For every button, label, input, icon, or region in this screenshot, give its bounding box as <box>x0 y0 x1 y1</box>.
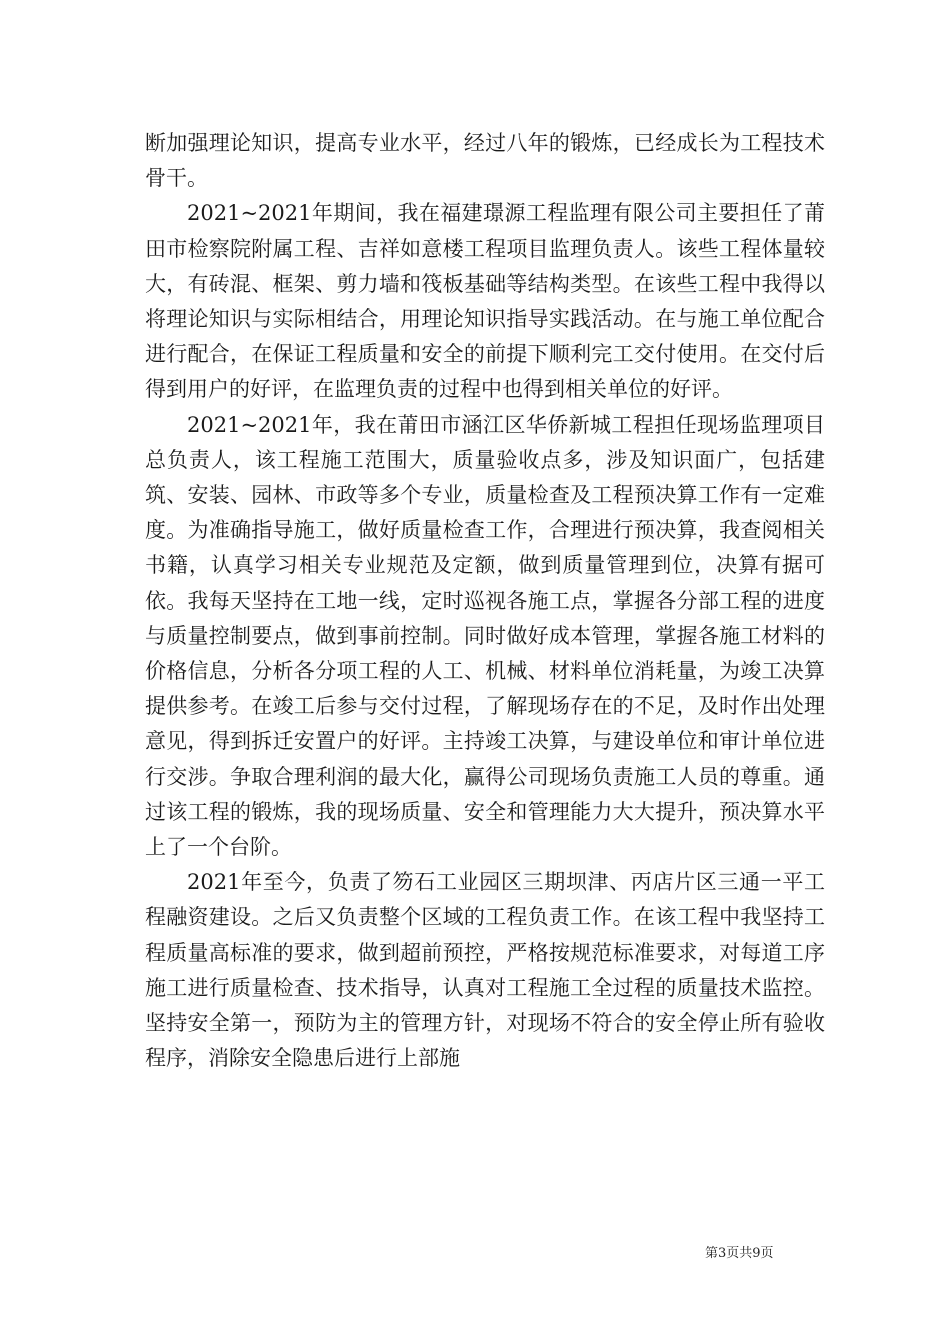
page-number-footer: 第3页共9页 <box>705 1246 774 1261</box>
paragraph-continuation: 断加强理论知识，提高专业水平，经过八年的锻炼，已经成长为工程技术骨干。 <box>145 131 825 191</box>
paragraph: 2021~2021年，我在莆田市涵江区华侨新城工程担任现场监理项目总负责人，该工程施工范围大，质量验收点多，涉及知识面广，包括建筑、安装、园林、市政等多个专业，质量检查及工程预决算工作有一定难度。为准确指导施工，做好质量检查工作，合理进行预决算，我查阅相关书籍，认真学习相关专业规范及定额，做到质量管理到位，决算有据可依。我每天坚持在工地一线，定时巡视各施工点，掌握各分部工程的进度与质量控制要点，做到事前控制。同时做好成本管理，掌握各施工材料的价格信息，分析各分项工程的人工、机械、材料单位消耗量，为竣工决算提供参考。在竣工后参与交付过程，了解现场存在的不足，及时作出处理意见，得到拆迁安置户的好评。主持竣工决算，与建设单位和审计单位进行交涉。争取合理利润的最大化，赢得公司现场负责施工人员的尊重。通过该工程的锻炼，我的现场质量、安全和管理能力大大提升，预决算水平上了一个台阶。 <box>145 412 825 860</box>
paragraph: 2021年至今，负责了笏石工业园区三期坝津、丙店片区三通一平工程融资建设。之后又负责整个区域的工程负责工作。在该工程中我坚持工程质量高标准的要求，做到超前预控，严格按规范标准要求，对每道工序施工进行质量检查、技术指导，认真对工程施工全过程的质量技术监控。坚持安全第一，预防为主的管理方针，对现场不符合的安全停止所有验收程序，消除安全隐患后进行上部施 <box>145 870 825 1071</box>
paragraph: 2021~2021年期间，我在福建璟源工程监理有限公司主要担任了莆田市检察院附属工程、吉祥如意楼工程项目监理负责人。该些工程体量较大，有砖混、框架、剪力墙和筏板基础等结构类型。在该些工程中我得以将理论知识与实际相结合，用理论知识指导实践活动。在与施工单位配合进行配合，在保证工程质量和安全的前提下顺利完工交付使用。在交付后得到用户的好评，在监理负责的过程中也得到相关单位的好评。 <box>145 201 825 402</box>
document-body <box>145 126 825 1076</box>
